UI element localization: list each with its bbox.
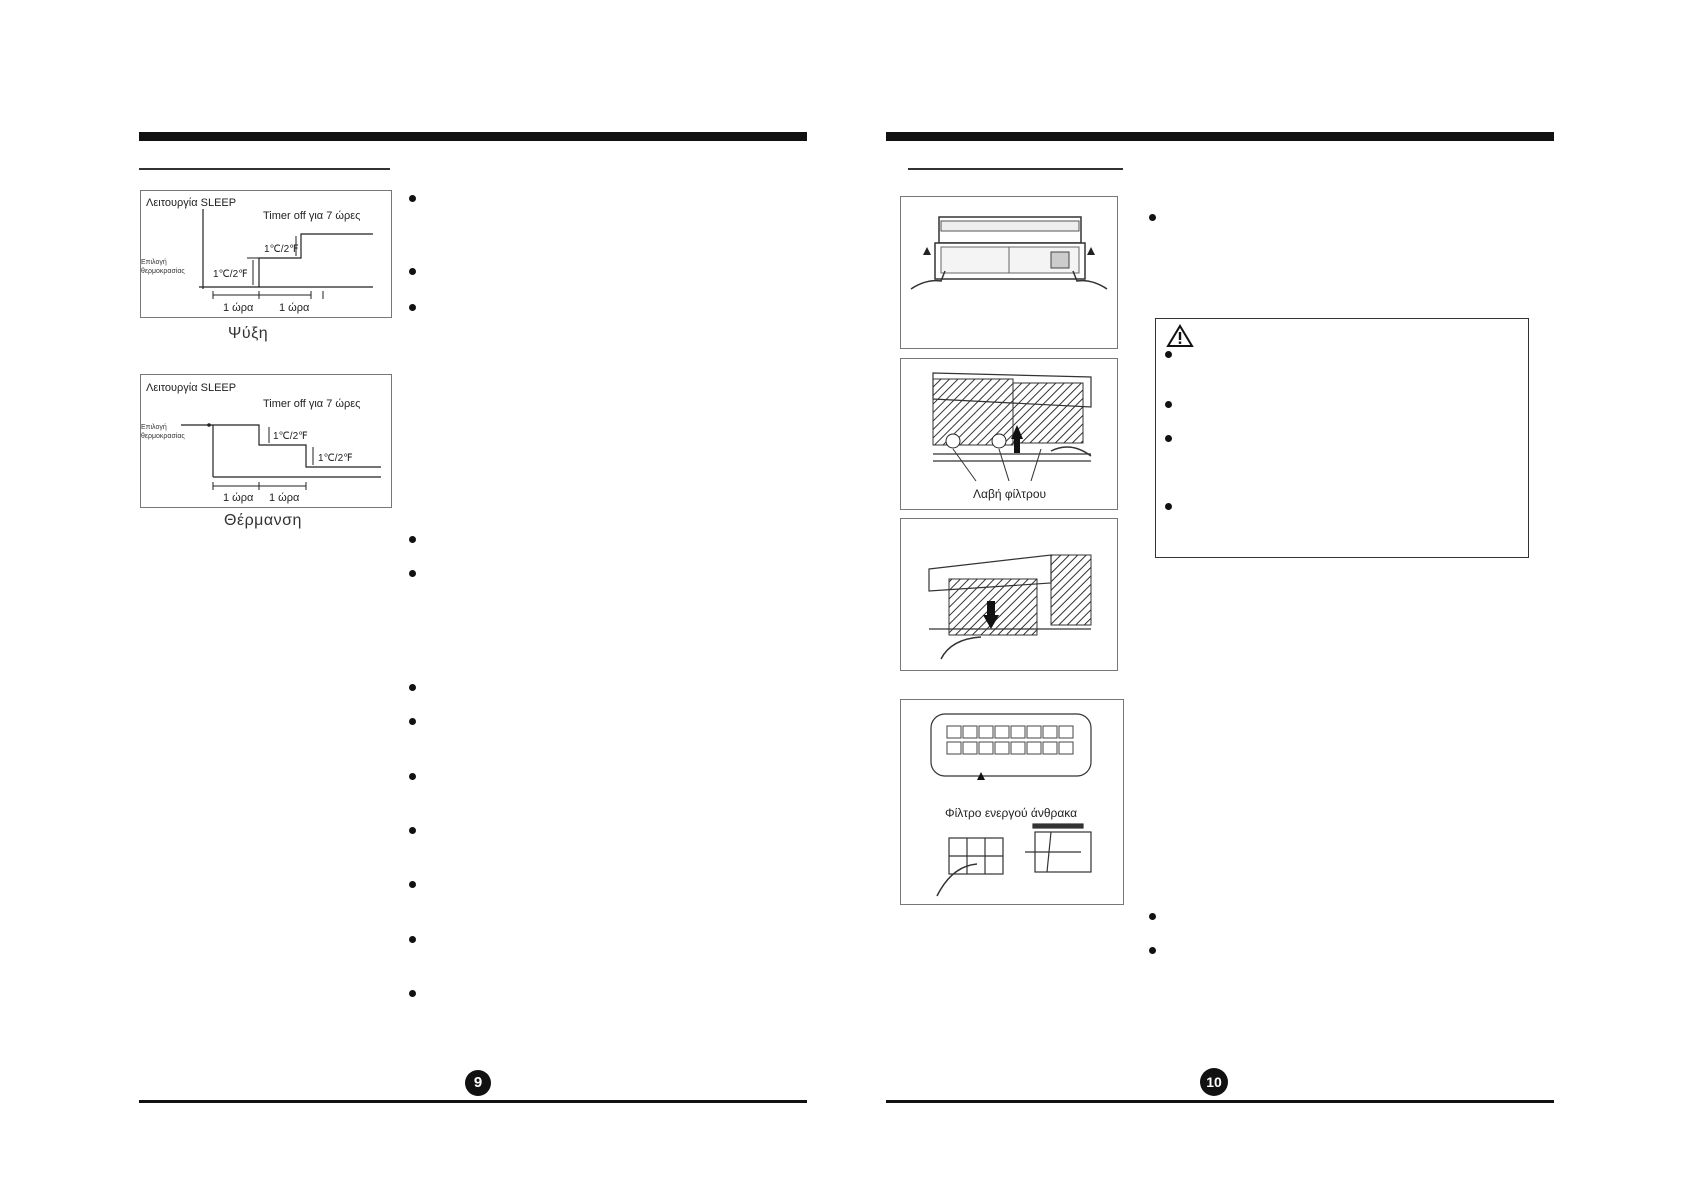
bullet-marker: [1165, 401, 1172, 408]
set-temp-label-2: θερμοκρασίας: [141, 268, 185, 275]
bullet-marker: [1165, 435, 1172, 442]
sleep-cooling-diagram: [140, 190, 392, 318]
bullet-marker: [409, 990, 416, 997]
bullet-marker: [1149, 947, 1156, 954]
left-top-rule: [139, 132, 807, 141]
timer-off-label: Timer off για 7 ώρες: [263, 210, 361, 222]
right-top-rule: [886, 132, 1554, 141]
left-section-rule: [139, 168, 390, 170]
sleep-mode-label: Λειτουργία SLEEP: [146, 197, 237, 209]
hour-label-2: 1 ώρα: [279, 302, 310, 314]
filter-removal-figure: [900, 518, 1118, 671]
set-temp-label-1: Επιλογή: [141, 424, 167, 431]
bullet-marker: [409, 304, 416, 311]
bullet-marker: [409, 570, 416, 577]
bullet-marker: [409, 936, 416, 943]
filter-handle-label: Λαβή φίλτρου: [973, 487, 1047, 501]
hour-label-1: 1 ώρα: [223, 492, 254, 504]
hour-label-1: 1 ώρα: [223, 302, 254, 314]
bullet-marker: [1149, 214, 1156, 221]
warning-box: [1155, 318, 1529, 558]
bullet-marker: [409, 195, 416, 202]
set-temp-label-2: θερμοκρασίας: [141, 433, 185, 440]
sleep-mode-label: Λειτουργία SLEEP: [146, 382, 237, 394]
bullet-marker: [409, 268, 416, 275]
bullet-marker: [409, 684, 416, 691]
page-number: 10: [1200, 1068, 1228, 1096]
step-label-2: 1℃/2℉: [318, 453, 353, 464]
warning-triangle-icon: [1166, 324, 1194, 348]
filter-handle-figure: [900, 358, 1118, 510]
right-bottom-rule: [886, 1100, 1554, 1103]
timer-off-label: Timer off για 7 ώρες: [263, 398, 361, 410]
carbon-filter-label: Φίλτρο ενεργού άνθρακα: [945, 806, 1078, 820]
cooling-caption: Ψύξη: [228, 325, 269, 342]
hour-label-2: 1 ώρα: [269, 492, 300, 504]
open-panel-figure: [900, 196, 1118, 349]
bullet-marker: [1149, 913, 1156, 920]
step-label-1: 1℃/2℉: [273, 431, 308, 442]
left-bottom-rule: [139, 1100, 807, 1103]
heating-caption: Θέρμανση: [224, 512, 302, 529]
bullet-marker: [409, 536, 416, 543]
right-section-rule: [908, 168, 1123, 170]
step-label-1: 1℃/2℉: [213, 269, 248, 280]
bullet-marker: [409, 827, 416, 834]
sleep-heating-diagram: [140, 374, 392, 508]
step-label-2: 1℃/2℉: [264, 244, 299, 255]
bullet-marker: [409, 718, 416, 725]
bullet-marker: [1165, 351, 1172, 358]
bullet-marker: [1165, 503, 1172, 510]
bullet-marker: [409, 773, 416, 780]
page-number: 9: [465, 1070, 491, 1096]
carbon-filter-figure: [900, 699, 1124, 905]
bullet-marker: [409, 881, 416, 888]
set-temp-label-1: Επιλογή: [141, 259, 167, 266]
